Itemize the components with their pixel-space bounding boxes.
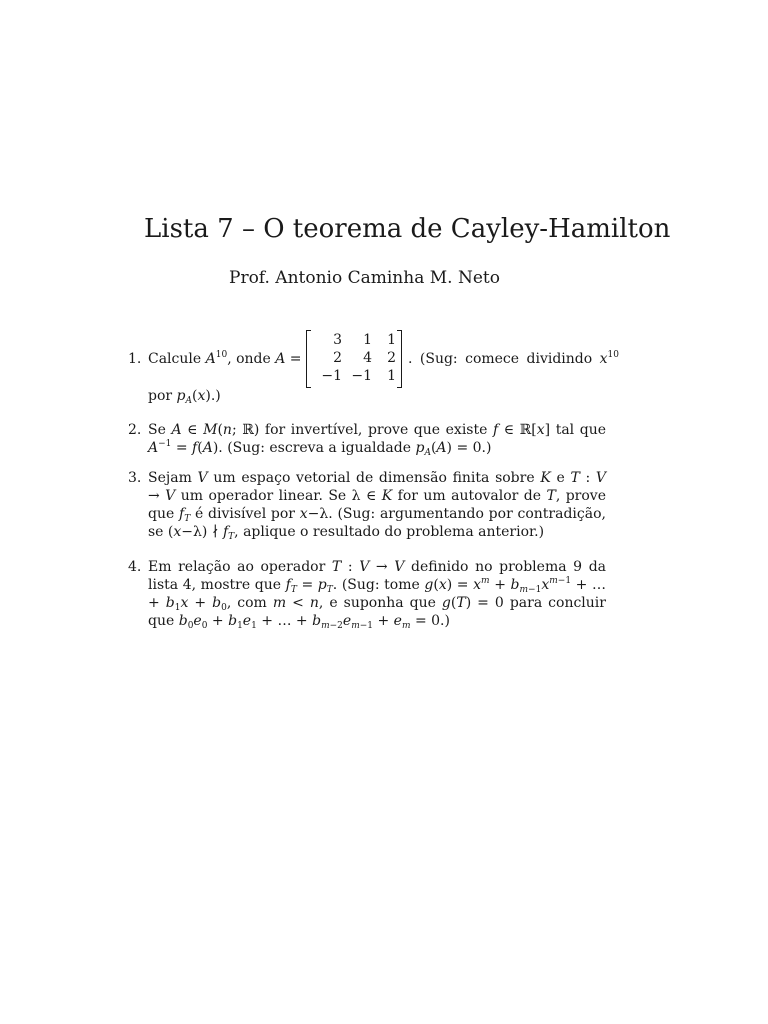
- matrix-cell: −1: [321, 368, 342, 384]
- problem-2-text: Se A ∈ M(n; ℝ) for invertível, prove que existe f ∈ ℝ[x] tal que $A^{-1} = f(A)$. (Sug: escreva a igualdade $p_A(A) = 0$.): [148, 422, 606, 458]
- problem-1-text-after: . (Sug: comece dividindo $x^{10}$: [408, 350, 619, 367]
- author-line: Prof. Antonio Caminha M. Neto: [229, 268, 500, 288]
- matrix-cell: 3: [333, 332, 342, 348]
- problem-1-continuation: por $p_A(x)$.): [148, 388, 221, 406]
- problem-number: 2.: [128, 422, 142, 438]
- problem-number: 4.: [128, 559, 142, 575]
- problem-3: [128, 469, 606, 541]
- matrix-entries: [312, 332, 396, 384]
- page-title: Lista 7 – O teorema de Cayley-Hamilton: [144, 214, 671, 244]
- problem-1: [128, 330, 619, 390]
- matrix-cell: 1: [387, 368, 396, 384]
- problem-2: [128, 421, 606, 457]
- problem-3-text: Sejam V um espaço vetorial de dimensão finita sobre K e T : V → V um operador linear. Se λ ∈ K for um autovalor de T, prove que $f_T$ é divisível por x−λ. (Sug: argumentando por contradição, se (x−λ) ∤ $f_T$, aplique o resultado do problema anterior.): [148, 470, 607, 542]
- matrix-cell: 4: [363, 350, 372, 366]
- matrix-A: [306, 330, 402, 388]
- problem-number: 3.: [128, 470, 142, 486]
- matrix-cell: −1: [351, 368, 372, 384]
- problem-number: 1.: [128, 351, 142, 367]
- problem-1-text-before: Calcule $A^{10}$, onde A =: [148, 350, 302, 367]
- matrix-cell: 1: [387, 332, 396, 348]
- problem-4-text: Em relação ao operador T : V → V definido no problema 9 da lista 4, mostre que $f_T = p_T$. (Sug: tome $g(x) = x^m + b_{m-1}x^{m-1}$ + … + $b_1x + b_0$, com m < n, e suponha que g(T) = 0 para concluir que $b_0e_0 + b_1e_1$ + … + $b_{m-2}e_{m-1} + e_m = 0$.): [148, 559, 606, 631]
- matrix-cell: 1: [363, 332, 372, 348]
- problem-4: [128, 558, 606, 630]
- matrix-cell: 2: [387, 350, 396, 366]
- matrix-cell: 2: [333, 350, 342, 366]
